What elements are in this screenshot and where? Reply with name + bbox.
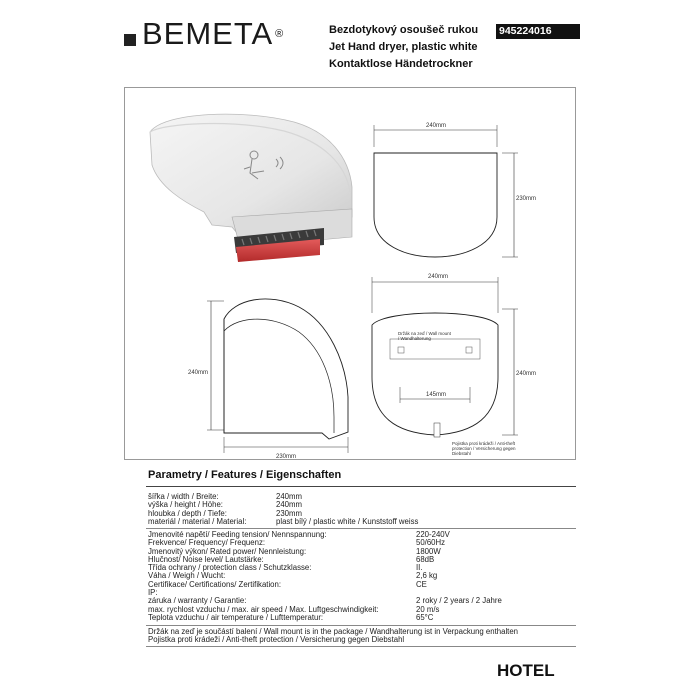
spec-label: max. rychlost vzduchu / max. air speed / Max. Luftgeschwindigkeit: <box>148 604 379 614</box>
spec-label: materiál / material / Material: <box>148 516 247 526</box>
spec-value: 20 m/s <box>416 604 440 614</box>
title-en: Jet Hand dryer, plastic white <box>329 41 478 53</box>
title-cz: Bezdotykový osoušeč rukou <box>329 24 479 36</box>
spec-row <box>148 581 502 589</box>
dim-rear-width: 240mm <box>428 274 449 280</box>
spec-label: IP: <box>148 588 158 598</box>
product-code: 945224016 <box>496 24 580 39</box>
dim-mount-spacing: 145mm <box>426 392 447 398</box>
spec-value: 2 roky / 2 years / 2 Jahre <box>416 596 502 606</box>
theft-note-1: Pojistka proti krádeži / Anti-theft <box>452 441 516 446</box>
spec-value: II. <box>416 563 423 573</box>
spec-value: 220-240V <box>416 530 450 539</box>
spec-value: plast bílý / plastic white / Kunststoff weiss <box>276 516 419 526</box>
spec-value: 1800W <box>416 546 441 556</box>
spec-value: 50/60Hz <box>416 538 446 548</box>
spec-label: Váha / Weigh / Wucht: <box>148 571 226 581</box>
spec-value: 2,6 kg <box>416 571 438 581</box>
dim-rear-height: 240mm <box>516 371 537 377</box>
spec-label: záruka / warranty / Garantie: <box>148 596 247 606</box>
spec-list <box>148 531 502 622</box>
category-label: HOTEL <box>497 661 555 680</box>
spec-label: Třída ochrany / protection class / Schutzklasse: <box>148 563 312 573</box>
title-de: Kontaktlose Händetrockner <box>329 58 473 70</box>
notes-divider <box>146 625 576 626</box>
brand-logo <box>124 18 283 49</box>
spec-label: Certifikace/ Certifications/ Zertifikation: <box>148 579 282 589</box>
features-divider <box>146 486 576 487</box>
spec-value: 240mm <box>276 500 302 510</box>
spec-label: šířka / width / Breite: <box>148 492 219 501</box>
side-view-drawing <box>188 299 348 460</box>
notes-list <box>148 628 518 645</box>
theft-note-3: Diebstahl <box>452 451 471 456</box>
spec-label: Hlučnost/ Noise level/ Lautstärke: <box>148 554 264 564</box>
spec-label: Jmenovité napětí/ Feeding tension/ Nennspannung: <box>148 530 327 539</box>
front-view-drawing <box>374 123 536 257</box>
product-photo <box>150 114 352 262</box>
spec-row <box>148 614 502 622</box>
registered-mark: ® <box>275 27 284 40</box>
dimension-list <box>148 493 418 526</box>
dim-side-height: 240mm <box>188 370 209 376</box>
mount-note-2: / Wandhalterung <box>398 336 431 341</box>
spec-label: Jmenovitý výkon/ Rated power/ Nennleistung: <box>148 546 307 556</box>
spec-label: výška / height / Höhe: <box>148 500 223 510</box>
spec-value: 68dB <box>416 554 435 564</box>
spec-value: 240mm <box>276 492 302 501</box>
spec-label: hloubka / depth / Tiefe: <box>148 508 227 518</box>
note-row: Držák na zeď je součástí balení / Wall mount is in the package / Wandhalterung ist in Verpackung enthalten <box>148 627 519 636</box>
spec-value: CE <box>416 579 427 589</box>
note-row: Pojistka proti krádeži / Anti-theft protection / Versicherung gegen Diebstahl <box>148 635 405 645</box>
brand-name: BEMETA <box>142 16 274 51</box>
spec-row <box>148 518 418 526</box>
footer-divider <box>146 646 576 647</box>
features-heading: Parametry / Features / Eigenschaften <box>148 469 342 481</box>
dim-front-height: 230mm <box>516 196 537 202</box>
mount-note-1: Držák na zeď / Wall mount <box>398 331 451 336</box>
dim-front-width: 240mm <box>426 123 447 129</box>
product-titles <box>329 22 478 73</box>
theft-note-2: protection / Versicherung gegen <box>452 446 516 451</box>
dim-side-depth: 230mm <box>276 454 297 460</box>
spec-label: Teplota vzduchu / air temperature / Lufttemperatur: <box>148 612 324 622</box>
spec-value: 230mm <box>276 508 302 518</box>
spec-label: Frekvence/ Frequency/ Frequenz: <box>148 538 266 548</box>
technical-drawings <box>124 87 576 460</box>
spec-value: 65°C <box>416 612 434 622</box>
logo-square-icon <box>124 34 136 46</box>
spec-divider <box>146 528 576 529</box>
rear-view-drawing <box>372 274 536 456</box>
